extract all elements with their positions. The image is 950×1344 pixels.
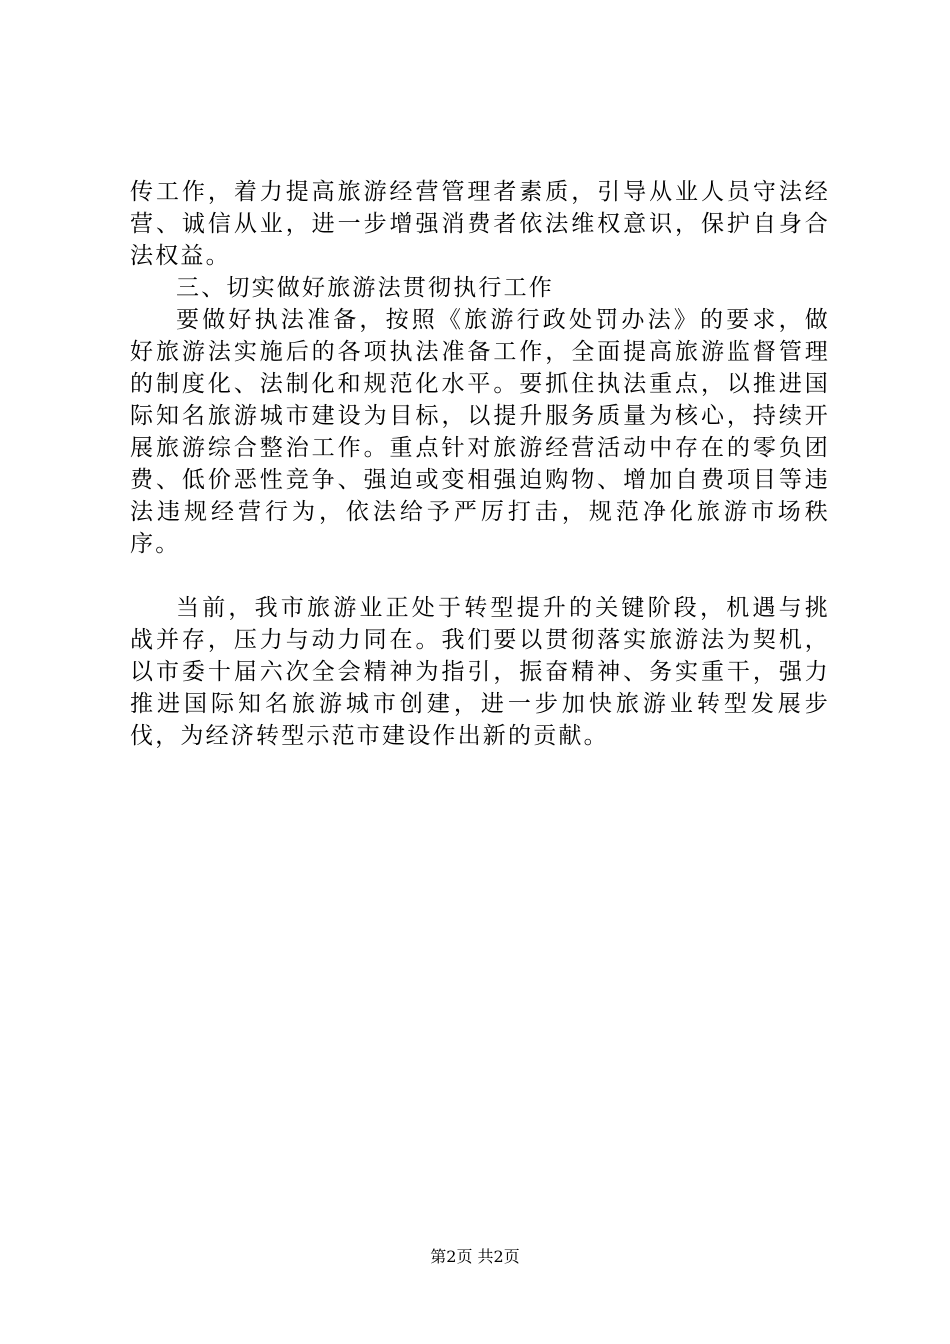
page-number-footer: 第2页 共2页 bbox=[430, 1247, 520, 1266]
paragraph-conclusion: 当前，我市旅游业正处于转型提升的关键阶段，机遇与挑战并存，压力与动力同在。我们要以贯彻落实旅游法为契机，以市委十届六次全会精神为指引，振奋精神、务实重干，强力推进国际知名旅游城市创建，进一步加快旅游业转型发展步伐，为经济转型示范市建设作出新的贡献。 bbox=[130, 595, 830, 749]
document-body bbox=[130, 176, 830, 752]
section-heading: 三、切实做好旅游法贯彻执行工作 bbox=[176, 275, 554, 301]
paragraph-continuation: 传工作，着力提高旅游经营管理者素质，引导从业人员守法经营、诚信从业，进一步增强消费者依法维权意识，保护自身合法权益。 bbox=[130, 179, 830, 269]
paragraph-spacer bbox=[130, 560, 830, 592]
paragraph-enforcement: 要做好执法准备，按照《旅游行政处罚办法》的要求，做好旅游法实施后的各项执法准备工作，全面提高旅游监督管理的制度化、法制化和规范化水平。要抓住执法重点，以推进国际知名旅游城市建设为目标，以提升服务质量为核心，持续开展旅游综合整治工作。重点针对旅游经营活动中存在的零负团费、低价恶性竞争、强迫或变相强迫购物、增加自费项目等违法违规经营行为，依法给予严厉打击，规范净化旅游市场秩序。 bbox=[130, 307, 830, 557]
